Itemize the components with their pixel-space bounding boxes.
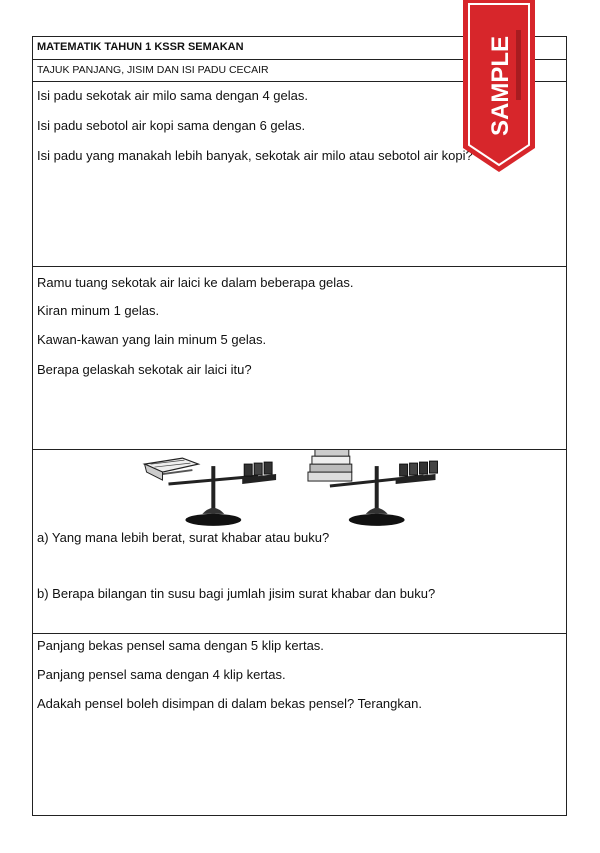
scale-books-icon	[308, 450, 438, 526]
q2-line-2: Kiran minum 1 gelas.	[37, 303, 160, 318]
q2-line-1: Ramu tuang sekotak air laici ke dalam beberapa gelas.	[37, 275, 354, 290]
balance-scales-illustration	[33, 450, 566, 530]
q1-line-1: Isi padu sekotak air milo sama dengan 4 gelas.	[37, 88, 308, 103]
q3-part-b: b) Berapa bilangan tin susu bagi jumlah jisim surat khabar dan buku?	[37, 586, 436, 601]
q4-line-2: Panjang pensel sama dengan 4 klip kertas.	[37, 667, 286, 682]
q1-line-3: Isi padu yang manakah lebih banyak, sekotak air milo atau sebotol air kopi?	[37, 148, 473, 163]
question-2	[33, 267, 566, 450]
sample-stamp-text: SAMPLE	[487, 35, 514, 137]
q4-line-1: Panjang bekas pensel sama dengan 5 klip kertas.	[37, 638, 324, 653]
q2-line-3: Kawan-kawan yang lain minum 5 gelas.	[37, 332, 267, 347]
sample-stamp	[463, 0, 535, 172]
q2-line-4: Berapa gelaskah sekotak air laici itu?	[37, 362, 252, 377]
q3-part-a: a) Yang mana lebih berat, surat khabar atau buku?	[37, 530, 330, 545]
worksheet-subtitle: TAJUK PANJANG, JISIM DAN ISI PADU CECAIR	[37, 64, 269, 76]
q4-line-3: Adakah pensel boleh disimpan di dalam bekas pensel? Terangkan.	[37, 696, 422, 711]
question-3	[33, 450, 566, 634]
worksheet-title: MATEMATIK TAHUN 1 KSSR SEMAKAN	[37, 41, 244, 53]
q1-line-2: Isi padu sebotol air kopi sama dengan 6 gelas.	[37, 118, 306, 133]
question-4	[33, 634, 566, 816]
scale-newspaper-icon	[145, 458, 277, 526]
